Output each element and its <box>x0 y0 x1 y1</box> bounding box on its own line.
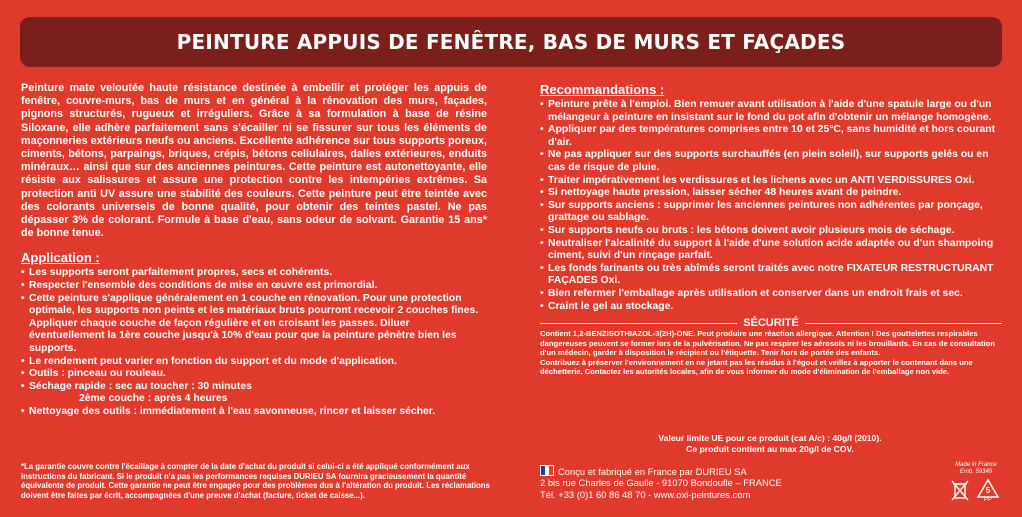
emb-code: Emb. 59349 <box>959 469 993 475</box>
made-in-label: Made in France <box>955 462 997 468</box>
securite-text-2: Contribuez à préserver l'environnement en ne jetant pas les résidus à l'égout et veillez à apporter le contenant dans une déchetterie. Contactez les autorités locales, afin de vous informer du mode d'élimination de l'emballage non vide. <box>540 357 973 377</box>
list-item: • Outils : pinceau ou rouleau. <box>21 368 487 381</box>
maker-address: 2 bis rue Charles de Gaulle - 91070 Bondoufle – FRANCE <box>540 477 782 489</box>
list-item: • Neutraliser l'alcalinité du support à l'aide d'une solution acide adaptée ou d'un shampoing ciment, suivi d'un rinçage parfait. <box>540 238 1002 263</box>
recommandations-list <box>540 99 1002 313</box>
list-item: • Les supports seront parfaitement propres, secs et cohérents. <box>21 267 487 280</box>
list-item-drying-second: 2ème couche : après 4 heures <box>79 393 228 405</box>
right-column <box>540 82 1002 377</box>
divider <box>540 323 737 324</box>
recycle-icon <box>976 478 1000 504</box>
list-item: • Bien refermer l'emballage après utilisation et conserver dans un endroit frais et sec. <box>540 288 1002 301</box>
list-item: • Les fonds farinants ou très abîmés seront traités avec notre FIXATEUR RESTRUCTURANT FAÇADES Oxi. <box>540 263 1002 288</box>
securite-heading: SÉCURITÉ <box>743 317 799 330</box>
title-banner <box>20 17 1002 67</box>
cov-info <box>600 433 940 455</box>
application-list <box>21 267 487 418</box>
recycle-number: 5 <box>985 486 991 495</box>
recommandations-heading: Recommandations : <box>540 82 665 97</box>
cov-line-2: Ce produit contient au max 20g/l de COV. <box>686 444 854 454</box>
page-title: PEINTURE APPUIS DE FENÊTRE, BAS DE MURS ET FAÇADES <box>176 30 846 54</box>
guarantee-text: *La garantie couvre contre l'écaillage à compter de la date d'achat du produit si celui-ci a été appliqué conformément aux instructions du fabricant. Si le produit n'a pas les performances requises DURIEU SA fournira gracieusement la quantité équivalente de produit. Cette garantie ne peut être engagée pour des problèmes dus à l'altération du produit. Les réclamations doivent être faites par écrit, accompagnées d'une preuve d'achat (facture, ticket de caisse...). <box>21 462 490 500</box>
disposal-icons <box>950 478 1000 504</box>
divider <box>805 323 1002 324</box>
list-item: • Ne pas appliquer sur des supports surchauffés (en plein soleil), sur supports gelés ou en cas de risque de pluie. <box>540 149 1002 174</box>
cov-line-1: Valeur limite UE pour ce produit (cat A/c) : 40g/l (2010). <box>658 433 882 443</box>
maker-line-1: Conçu et fabriqué en France par DURIEU SA <box>558 466 747 477</box>
list-item: • Respecter l'ensemble des conditions de mise en œuvre est primordial. <box>21 280 487 293</box>
flag-france-icon <box>540 465 554 476</box>
application-heading: Application : <box>21 250 100 266</box>
list-item: • Séchage rapide : sec au toucher : 30 minutes <box>21 381 487 394</box>
list-item: • Nettoyage des outils : immédiatement à l'eau savonneuse, rincer et laisser sécher. <box>21 406 487 419</box>
list-item: • Craint le gel au stockage. <box>540 301 1002 314</box>
product-description: Peinture mate veloutée haute résistance destinée à embellir et protéger les appuis de fenêtre, couvre-murs, bas de murs et en général à la rénovation des murs, façades, pignons structurés, rugueux et irréguliers. Grâce à sa formulation à base de résine Siloxane, elle adhère parfaitement sans s'écailler ni se fissurer sur tous les éléments de maçonneries extérieurs neufs ou anciens. Excellente adhérence sur tous supports poreux, ciments, bétons, parpaings, briques, crépis, bétons cellulaires, dalles extérieures, enduits minéraux… ainsi que sur des anciennes peintures. Cette peinture est autonettoyante, elle résiste aux salissures et assure une protection contre les intempéries extrêmes. Sa protection anti UV assure une stabilité des couleurs. Cette peinture peut être teintée avec des colorants universels de bonne qualité, pour obtenir des teintes pastel. Ne pas dépasser 3% de colorant. Formule à base d'eau, sans odeur de solvant. Garantie 15 ans* de bonne tenue. <box>21 82 487 240</box>
securite-text-1: Contient 1,2-BENZISOTHIAZOL-3(2H)-ONE. Peut produire une réaction allergique. Attention ! Des gouttelettes respirables dangereuses peuvent se former lors de la pulvérisation. Ne pas respirer les aérosols ni les brouillards. En cas de consultation d'un médecin, garder à disposition le récipient ou l'étiquette. Tenir hors de portée des enfants. <box>540 329 995 358</box>
crossed-bin-icon <box>950 478 970 502</box>
list-item: • Sur supports anciens : supprimer les anciennes peintures non adhérentes par ponçage, grattage ou sablage. <box>540 200 1002 225</box>
list-item: • Cette peinture s'applique généralement en 1 couche en rénovation. Pour une protection optimale, les supports non peints et les matériaux bruts pourront recevoir 2 couches fines. Appliquer chaque couche de façon régulière et en croisant les passes. Diluer éventuellement la 1ère couche jusqu'à 10% d'eau pour que la peinture pénètre bien les supports. <box>21 293 487 356</box>
left-column <box>21 82 487 419</box>
list-item: • Peinture prête à l'emploi. Bien remuer avant utilisation à l'aide d'une spatule large ou d'un mélangeur à peinture en insistant sur le fond du pot afin d'obtenir un mélange homogène. <box>540 99 1002 124</box>
list-item: • Le rendement peut varier en fonction du support et du mode d'application. <box>21 356 487 369</box>
securite-header <box>540 317 1002 329</box>
list-item: • Sur supports neufs ou bruts : les bétons doivent avoir plusieurs mois de séchage. <box>540 225 1002 238</box>
recycle-label: PP <box>983 497 992 503</box>
list-item: • Traiter impérativement les verdissures et les lichens avec un ANTI VERDISSURES Oxi. <box>540 175 1002 188</box>
manufacturer-info <box>540 465 880 500</box>
maker-contact: Tél. +33 (0)1 60 86 48 70 - www.oxi-peintures.com <box>540 488 751 500</box>
list-item: • Appliquer par des températures comprises entre 10 et 25°C, sans humidité et hors courant d'air. <box>540 124 1002 149</box>
list-item: • Si nettoyage haute pression, laisser sécher 48 heures avant de peindre. <box>540 187 1002 200</box>
made-in-block <box>950 462 1002 476</box>
